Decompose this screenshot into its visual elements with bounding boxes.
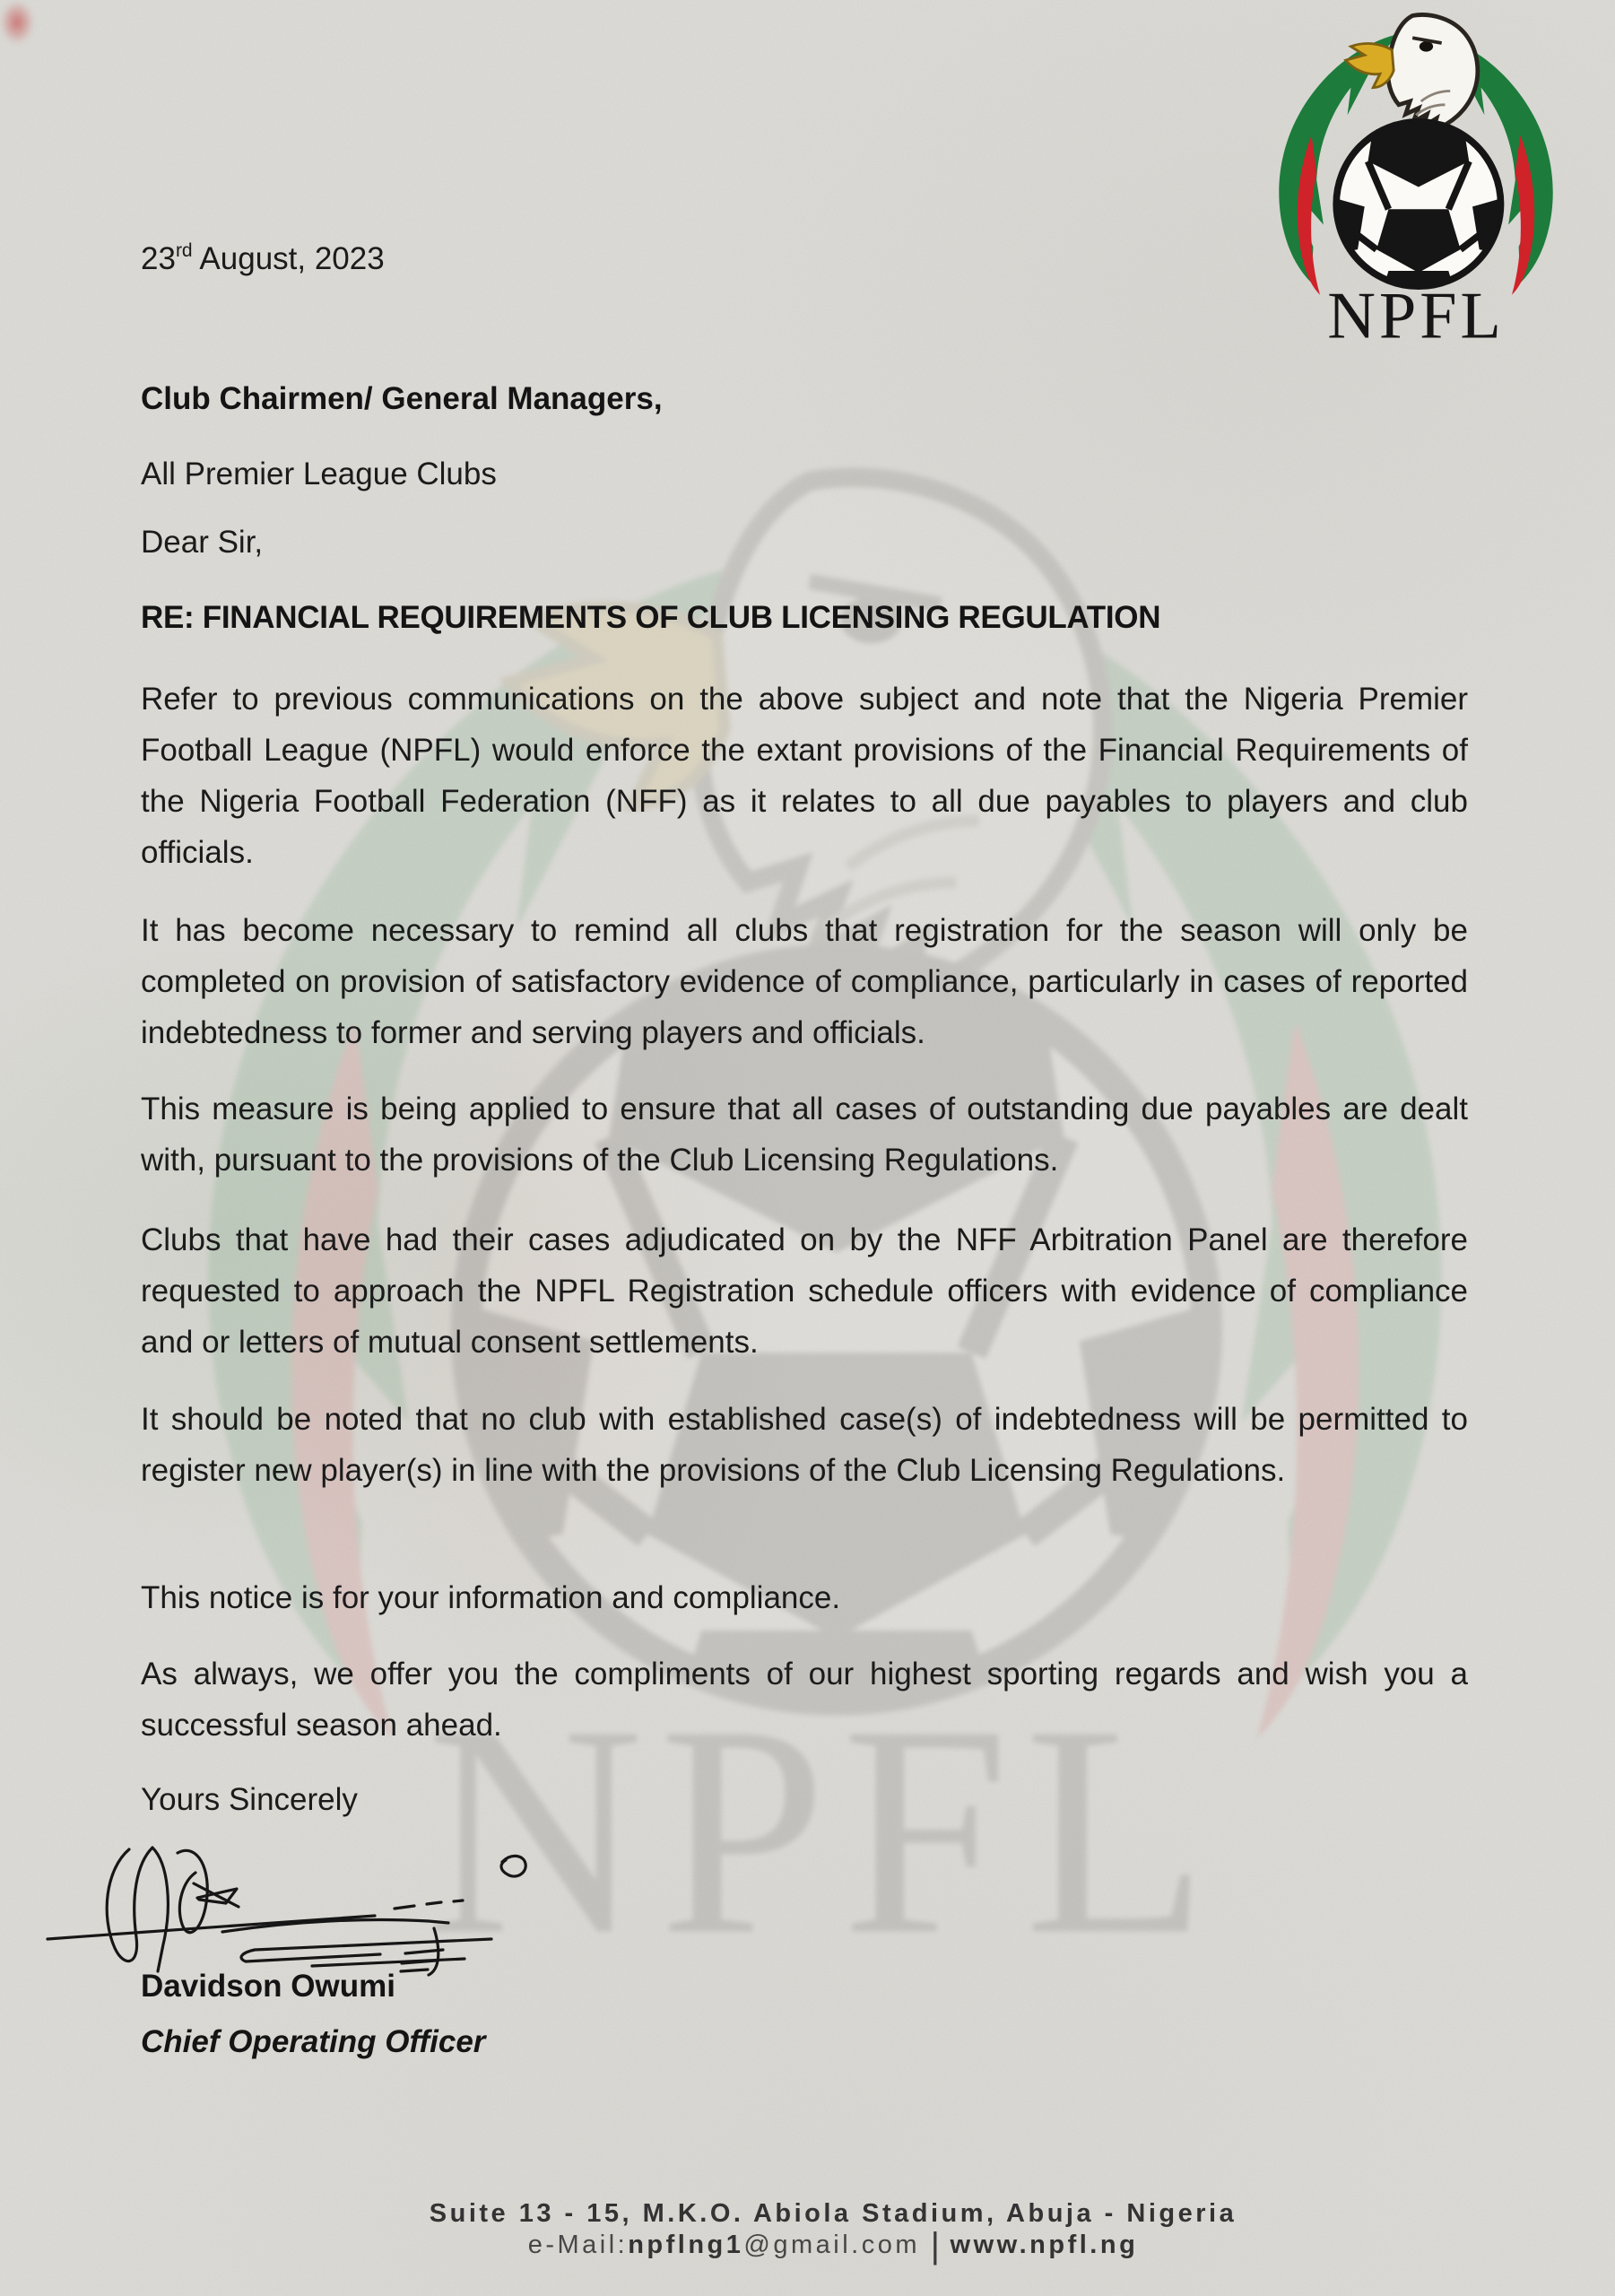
body-paragraph: Refer to previous communications on the above subject and note that the Nigeria Premier Football League (NPFL) would enforce the extant provisions of the Financial Requirements of the Nigeria Football Federation (NFF) as it relates to all due payables to players and club officials. bbox=[141, 682, 1468, 870]
body-paragraph: As always, we offer you the compliments of our highest sporting regards and wish you a successful season ahead. bbox=[141, 1657, 1468, 1743]
footer-email-domain: @gmail.com bbox=[743, 2231, 920, 2259]
footer-website: www.npfl.ng bbox=[950, 2231, 1139, 2259]
body-paragraph: It has become necessary to remind all clubs that registration for the season will only be completed on provision of satisfactory evidence of compliance, particularly in cases of reported indebtedness to former and serving players and officials. bbox=[141, 913, 1468, 1050]
letterhead-logo bbox=[1245, 5, 1587, 348]
date-day: 23 bbox=[141, 241, 176, 276]
footer-separator: | bbox=[930, 2226, 940, 2266]
recipient-line-1: Club Chairmen/ General Managers, bbox=[141, 381, 663, 416]
signatory-title: Chief Operating Officer bbox=[141, 2024, 486, 2059]
letter-date bbox=[141, 233, 385, 277]
footer-address: Suite 13 - 15, M.K.O. Abiola Stadium, Abuja - Nigeria bbox=[429, 2199, 1237, 2228]
closing: Yours Sincerely bbox=[141, 1782, 358, 1817]
salutation: Dear Sir, bbox=[141, 525, 264, 560]
signatory-name: Davidson Owumi bbox=[141, 1969, 395, 2004]
signature-image bbox=[43, 1839, 563, 1978]
body-paragraph: This notice is for your information and compliance. bbox=[141, 1580, 841, 1615]
body-paragraph: It should be noted that no club with established case(s) of indebtedness will be permitted to register new player(s) in line with the provisions of the Club Licensing Regulations. bbox=[141, 1402, 1468, 1488]
footer bbox=[51, 2198, 1615, 2266]
scan-artifact bbox=[0, 0, 41, 54]
subject-line: RE: FINANCIAL REQUIREMENTS OF CLUB LICENSING REGULATION bbox=[141, 600, 1161, 635]
body-paragraph: Clubs that have had their cases adjudicated on by the NFF Arbitration Panel are therefore requested to approach the NPFL Registration schedule officers with evidence of compliance and or letters of mutual consent settlements. bbox=[141, 1222, 1468, 1360]
recipient-line-2: All Premier League Clubs bbox=[141, 457, 497, 491]
footer-contact bbox=[51, 2226, 1615, 2266]
date-rest: August, 2023 bbox=[192, 241, 385, 276]
body-paragraph: This measure is being applied to ensure that all cases of outstanding due payables are dealt with, pursuant to the provisions of the Club Licensing Regulations. bbox=[141, 1091, 1468, 1178]
footer-email-user: npflng1 bbox=[628, 2231, 744, 2259]
date-ordinal: rd bbox=[175, 240, 193, 261]
footer-email-label: e-Mail: bbox=[527, 2231, 629, 2259]
